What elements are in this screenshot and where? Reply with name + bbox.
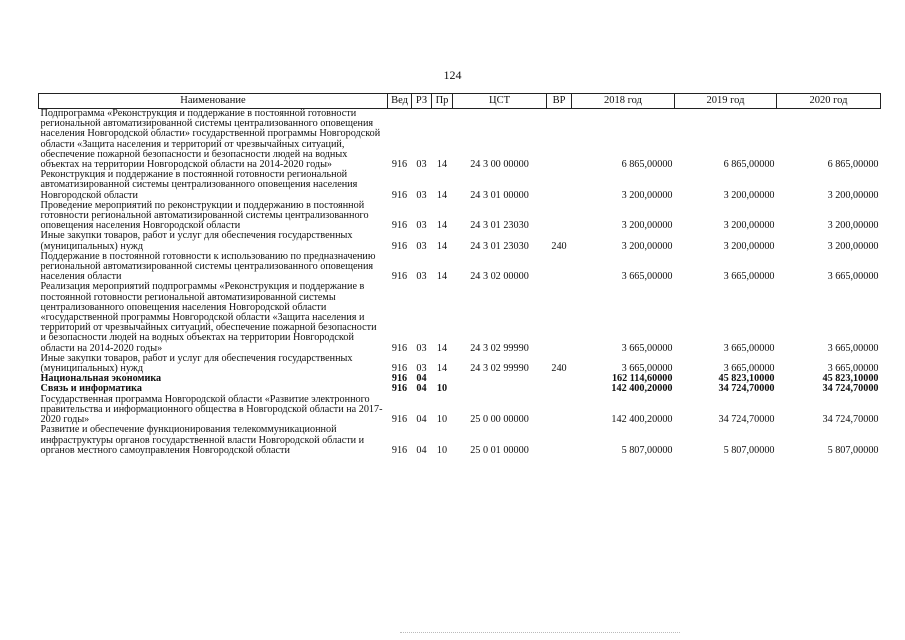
row-value-2018: 142 400,20000 bbox=[611, 414, 673, 426]
row-cst: 24 3 02 00000 bbox=[470, 271, 529, 283]
row-ved: 916 bbox=[391, 363, 408, 375]
table-row bbox=[39, 282, 881, 353]
row-cst: 24 3 02 99990 bbox=[470, 342, 529, 354]
row-name: Реконструкция и поддержание в постоянной готовности региональной автоматизированной системы централизованного оповещения населения Новгородской области bbox=[40, 169, 358, 201]
row-pr: 10 bbox=[436, 414, 448, 426]
table-row bbox=[39, 201, 881, 232]
row-value-2018: 5 807,00000 bbox=[621, 444, 673, 456]
row-ved: 916 bbox=[391, 240, 408, 252]
row-value-2018: 6 865,00000 bbox=[621, 159, 673, 171]
footer-divider bbox=[400, 632, 680, 634]
row-value-2019: 3 200,00000 bbox=[723, 240, 775, 252]
table-row bbox=[39, 425, 881, 456]
budget-table bbox=[38, 93, 881, 456]
row-rz: 04 bbox=[416, 414, 427, 426]
row-vr bbox=[547, 252, 572, 283]
row-rz: 03 bbox=[416, 271, 427, 283]
row-cst: 25 0 01 00000 bbox=[470, 444, 529, 456]
row-pr: 10 bbox=[436, 444, 448, 456]
row-ved: 916 bbox=[391, 444, 408, 456]
row-name: Иные закупки товаров, работ и услуг для обеспечения государственных (муниципальных) нужд bbox=[40, 352, 353, 375]
row-pr: 10 bbox=[436, 383, 448, 395]
row-value-2019: 3 665,00000 bbox=[723, 363, 775, 375]
row-ved: 916 bbox=[391, 159, 408, 171]
row-cst bbox=[453, 384, 547, 394]
row-rz: 03 bbox=[416, 189, 427, 201]
row-value-2019: 6 865,00000 bbox=[723, 159, 775, 171]
row-value-2020: 3 665,00000 bbox=[827, 363, 879, 375]
row-value-2018: 3 200,00000 bbox=[621, 220, 673, 232]
table-row bbox=[39, 231, 881, 251]
table-row bbox=[39, 395, 881, 426]
row-ved: 916 bbox=[391, 220, 408, 232]
row-cst: 24 3 00 00000 bbox=[470, 159, 529, 171]
row-value-2019: 5 807,00000 bbox=[723, 444, 775, 456]
row-pr: 14 bbox=[436, 363, 448, 375]
row-value-2019: 3 665,00000 bbox=[723, 271, 775, 283]
row-vr: 240 bbox=[551, 240, 567, 252]
row-vr bbox=[547, 201, 572, 232]
table-body bbox=[39, 109, 881, 456]
page-number: 124 bbox=[443, 68, 462, 82]
row-value-2019: 45 823,10000 bbox=[718, 373, 775, 385]
row-name: Национальная экономика bbox=[40, 373, 162, 385]
table-row bbox=[39, 354, 881, 374]
row-value-2018: 3 665,00000 bbox=[621, 271, 673, 283]
row-value-2018: 162 114,60000 bbox=[611, 373, 673, 385]
row-ved: 916 bbox=[391, 271, 408, 283]
row-ved: 916 bbox=[391, 383, 408, 395]
row-cst bbox=[453, 374, 547, 384]
table-row bbox=[39, 109, 881, 171]
row-value-2019: 34 724,70000 bbox=[718, 414, 775, 426]
row-name: Проведение мероприятий по реконструкции и поддержанию в постоянной готовности региональной автоматизированной системы централизованного оповещения населения Новгородской области bbox=[40, 199, 369, 232]
row-value-2020: 3 665,00000 bbox=[827, 342, 879, 354]
table-header-row bbox=[39, 94, 881, 109]
row-rz: 03 bbox=[416, 363, 427, 375]
row-cst: 25 0 00 00000 bbox=[470, 414, 529, 426]
column-header-ved: Вед bbox=[388, 94, 412, 109]
row-name: Реализация мероприятий подпрограммы «Реконструкция и поддержание в постоянной готовности региональной автоматизированной системы централизованного оповещения населения Новгородской области «государственной программы Новгородской области «Защита населения и территорий от чрезвычайных ситуаций, обеспечение пожарной безопасности и безопасности людей на водных объектах на территории Новгородской области на 2014-2020 годы» bbox=[40, 281, 377, 354]
row-pr: 14 bbox=[436, 342, 448, 354]
row-rz: 03 bbox=[416, 220, 427, 232]
row-pr: 14 bbox=[436, 271, 448, 283]
column-header-vr: ВР bbox=[547, 94, 572, 109]
row-vr: 240 bbox=[551, 363, 567, 375]
row-value-2020: 3 200,00000 bbox=[827, 240, 879, 252]
column-header-pr: Пр bbox=[432, 94, 453, 109]
row-pr: 14 bbox=[436, 189, 448, 201]
row-rz: 04 bbox=[416, 444, 427, 456]
row-ved: 916 bbox=[391, 189, 408, 201]
row-rz: 04 bbox=[416, 383, 427, 395]
row-vr bbox=[547, 384, 572, 394]
row-name: Подпрограмма «Реконструкция и поддержание в постоянной готовности региональной автоматизированной системы централизованного оповещения населения Новгородской области» государственной программы Новгородской области «Защита населения и территорий от чрезвычайных ситуаций, обеспечение пожарной безопасности и безопасности людей на водных объектах на территории Новгородской области на 2014-2020 годы» bbox=[40, 108, 381, 171]
row-rz: 03 bbox=[416, 342, 427, 354]
row-cst: 24 3 02 99990 bbox=[470, 363, 529, 375]
column-header-rz: РЗ bbox=[412, 94, 432, 109]
row-ved: 916 bbox=[391, 342, 408, 354]
column-header-cst: ЦСТ bbox=[453, 94, 547, 109]
table-row bbox=[39, 252, 881, 283]
row-value-2019: 3 665,00000 bbox=[723, 342, 775, 354]
row-value-2018: 3 665,00000 bbox=[621, 342, 673, 354]
row-value-2020: 5 807,00000 bbox=[827, 444, 879, 456]
row-value-2018: 142 400,20000 bbox=[611, 383, 673, 395]
row-name: Развитие и обеспечение функционирования телекоммуникационной инфраструктуры органов государственной власти Новгородской области и органов местного самоуправления Новгородской области bbox=[40, 424, 365, 456]
row-name: Иные закупки товаров, работ и услуг для обеспечения государственных (муниципальных) нужд bbox=[40, 230, 353, 252]
row-cst: 24 3 01 00000 bbox=[470, 189, 529, 201]
row-vr bbox=[547, 282, 572, 353]
row-name: Связь и информатика bbox=[40, 383, 142, 395]
row-value-2020: 6 865,00000 bbox=[827, 159, 879, 171]
row-value-2019: 34 724,70000 bbox=[718, 383, 775, 395]
row-cst: 24 3 01 23030 bbox=[470, 240, 529, 252]
row-rz: 04 bbox=[416, 373, 427, 385]
row-cst: 24 3 01 23030 bbox=[470, 220, 529, 232]
row-vr bbox=[547, 170, 572, 201]
column-header-2019: 2019 год bbox=[675, 94, 777, 109]
row-value-2020: 45 823,10000 bbox=[822, 373, 879, 385]
row-value-2019: 3 200,00000 bbox=[723, 189, 775, 201]
column-header-2020: 2020 год bbox=[777, 94, 881, 109]
row-value-2020: 34 724,70000 bbox=[822, 414, 879, 426]
row-vr bbox=[547, 425, 572, 456]
row-pr: 14 bbox=[436, 159, 448, 171]
row-value-2020: 3 200,00000 bbox=[827, 189, 879, 201]
row-value-2020: 3 200,00000 bbox=[827, 220, 879, 232]
row-value-2018: 3 200,00000 bbox=[621, 189, 673, 201]
row-value-2020: 3 665,00000 bbox=[827, 271, 879, 283]
row-value-2018: 3 665,00000 bbox=[621, 363, 673, 375]
row-pr: 14 bbox=[436, 220, 448, 232]
row-value-2020: 34 724,70000 bbox=[822, 383, 879, 395]
row-ved: 916 bbox=[391, 373, 408, 385]
row-vr bbox=[547, 109, 572, 171]
row-name: Государственная программа Новгородской области «Развитие электронного правительства и информационного общества в Новгородской области на 2017-2020 годы» bbox=[40, 393, 383, 426]
row-rz: 03 bbox=[416, 240, 427, 252]
table-row bbox=[39, 170, 881, 201]
row-value-2019: 3 200,00000 bbox=[723, 220, 775, 232]
row-pr: 14 bbox=[436, 240, 448, 252]
row-rz: 03 bbox=[416, 159, 427, 171]
column-header-2018: 2018 год bbox=[572, 94, 675, 109]
row-name: Поддержание в постоянной готовности к использованию по предназначению региональной автоматизированной системы централизованного оповещения населения области bbox=[40, 250, 376, 283]
row-value-2018: 3 200,00000 bbox=[621, 240, 673, 252]
column-header-name: Наименование bbox=[39, 94, 388, 109]
row-vr bbox=[547, 374, 572, 384]
row-vr bbox=[547, 395, 572, 426]
row-ved: 916 bbox=[391, 414, 408, 426]
